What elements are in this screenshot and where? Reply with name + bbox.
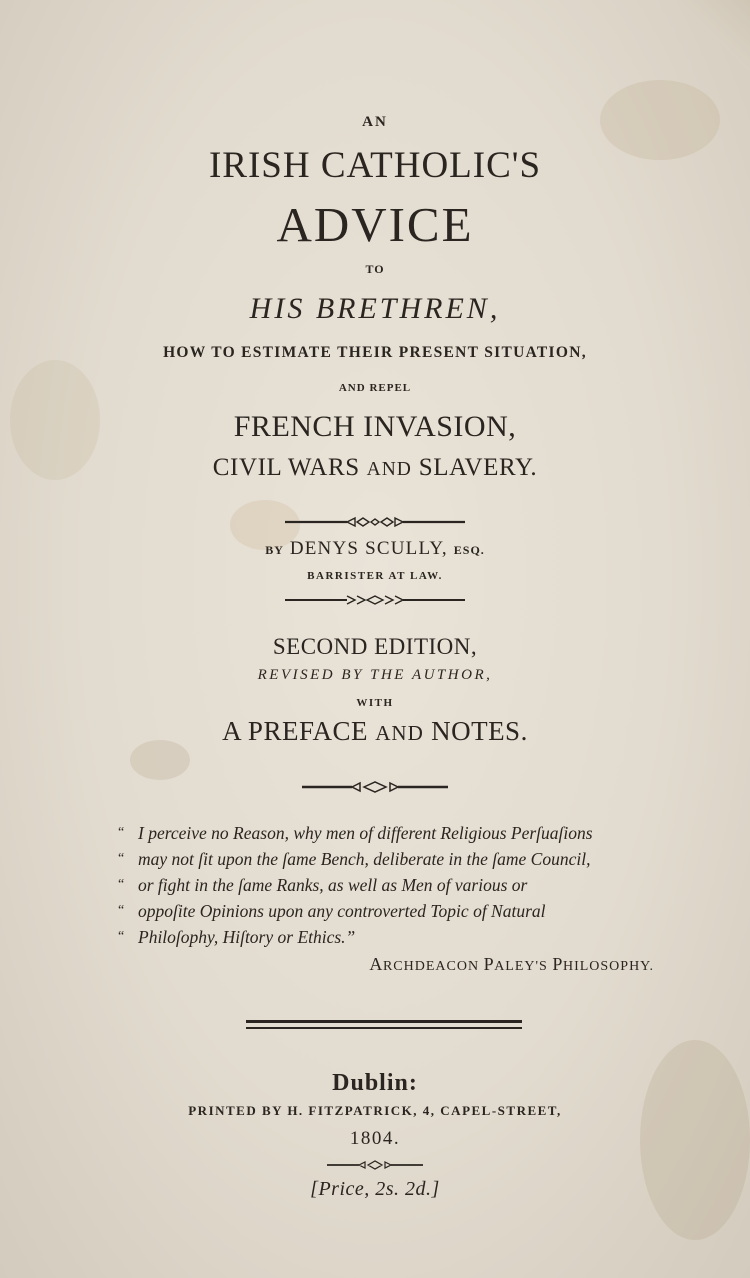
subtitle-civil-wars: CIVIL WARS (212, 454, 360, 481)
epigraph-line (118, 820, 658, 846)
epigraph-text: may not ſit upon the ſame Bench, deliberate in the ſame Council, (138, 849, 591, 869)
quote-mark: “ (118, 877, 125, 892)
epigraph-line (118, 846, 658, 872)
title-an: AN (362, 114, 388, 130)
subtitle-estimate-situation: HOW TO ESTIMATE THEIR PRESENT SITUATION, (163, 344, 587, 361)
subtitle-slavery: SLAVERY. (418, 454, 538, 481)
imprint-place: Dublin: (332, 1070, 418, 1096)
author-line (0, 538, 750, 560)
imprint-year: 1804. (349, 1128, 401, 1149)
epigraph-text: or fight in the ſame Ranks, as well as Men of various or (138, 875, 528, 895)
epigraph-attribution (369, 954, 654, 975)
epigraph-line (118, 898, 658, 924)
epigraph-line (118, 924, 658, 950)
double-rule-thick (246, 1020, 522, 1023)
attribution-initial: A (369, 954, 383, 974)
attribution-initial: P (483, 954, 495, 974)
edition-notes: NOTES. (431, 716, 528, 746)
ornamental-rule-top (285, 516, 465, 528)
double-rule-thin (246, 1027, 522, 1029)
attribution-initial: P (552, 954, 563, 974)
edition-and-word: AND (375, 721, 424, 745)
epigraph-text: I perceive no Reason, why men of different Religious Perſuaſions (138, 823, 593, 843)
epigraph-text: oppoſite Opinions upon any controverted Topic of Natural (138, 901, 546, 921)
ornamental-rule-bottom (327, 1160, 423, 1170)
quote-mark: “ (118, 929, 125, 944)
subtitle-civil-wars-slavery (0, 454, 750, 482)
imprint-price: [Price, 2s. 2d.] (310, 1178, 440, 1200)
edition-with: WITH (356, 697, 394, 709)
subtitle-and-word: AND (366, 459, 412, 480)
folded-corner (660, 0, 750, 70)
author-esq: ESQ. (453, 543, 485, 557)
author-name: DENYS SCULLY, (289, 538, 448, 559)
title-to: TO (365, 262, 385, 276)
attribution-text: HILOSOPHY. (562, 959, 654, 974)
author-profession: BARRISTER AT LAW. (307, 570, 443, 582)
ornamental-rule-lower (302, 781, 448, 793)
epigraph-quote (118, 820, 658, 950)
epigraph-line (118, 872, 658, 898)
quote-mark: “ (118, 825, 125, 840)
quote-mark: “ (118, 851, 125, 866)
subtitle-french-invasion: FRENCH INVASION, (233, 410, 517, 443)
subtitle-and-repel: AND REPEL (338, 382, 412, 394)
title-his-brethren: HIS BRETHREN, (249, 292, 501, 325)
attribution-text: RCHDEACON (382, 959, 484, 974)
ornamental-rule-middle (285, 594, 465, 606)
epigraph-text: Philoſophy, Hiſtory or Ethics.” (138, 927, 356, 947)
edition-revised: REVISED BY THE AUTHOR, (257, 667, 493, 683)
author-by: BY (265, 543, 284, 557)
title-irish-catholics: IRISH CATHOLIC'S (208, 145, 542, 186)
edition-preface: A PREFACE (222, 716, 368, 746)
imprint-printer: PRINTED BY H. FITZPATRICK, 4, CAPEL-STREET, (188, 1103, 562, 1118)
attribution-text: ALEY'S (494, 959, 553, 974)
quote-mark: “ (118, 903, 125, 918)
edition-second: SECOND EDITION, (272, 634, 478, 659)
double-rule (246, 1020, 522, 1031)
title-advice: ADVICE (276, 197, 474, 252)
edition-preface-notes (0, 716, 750, 747)
